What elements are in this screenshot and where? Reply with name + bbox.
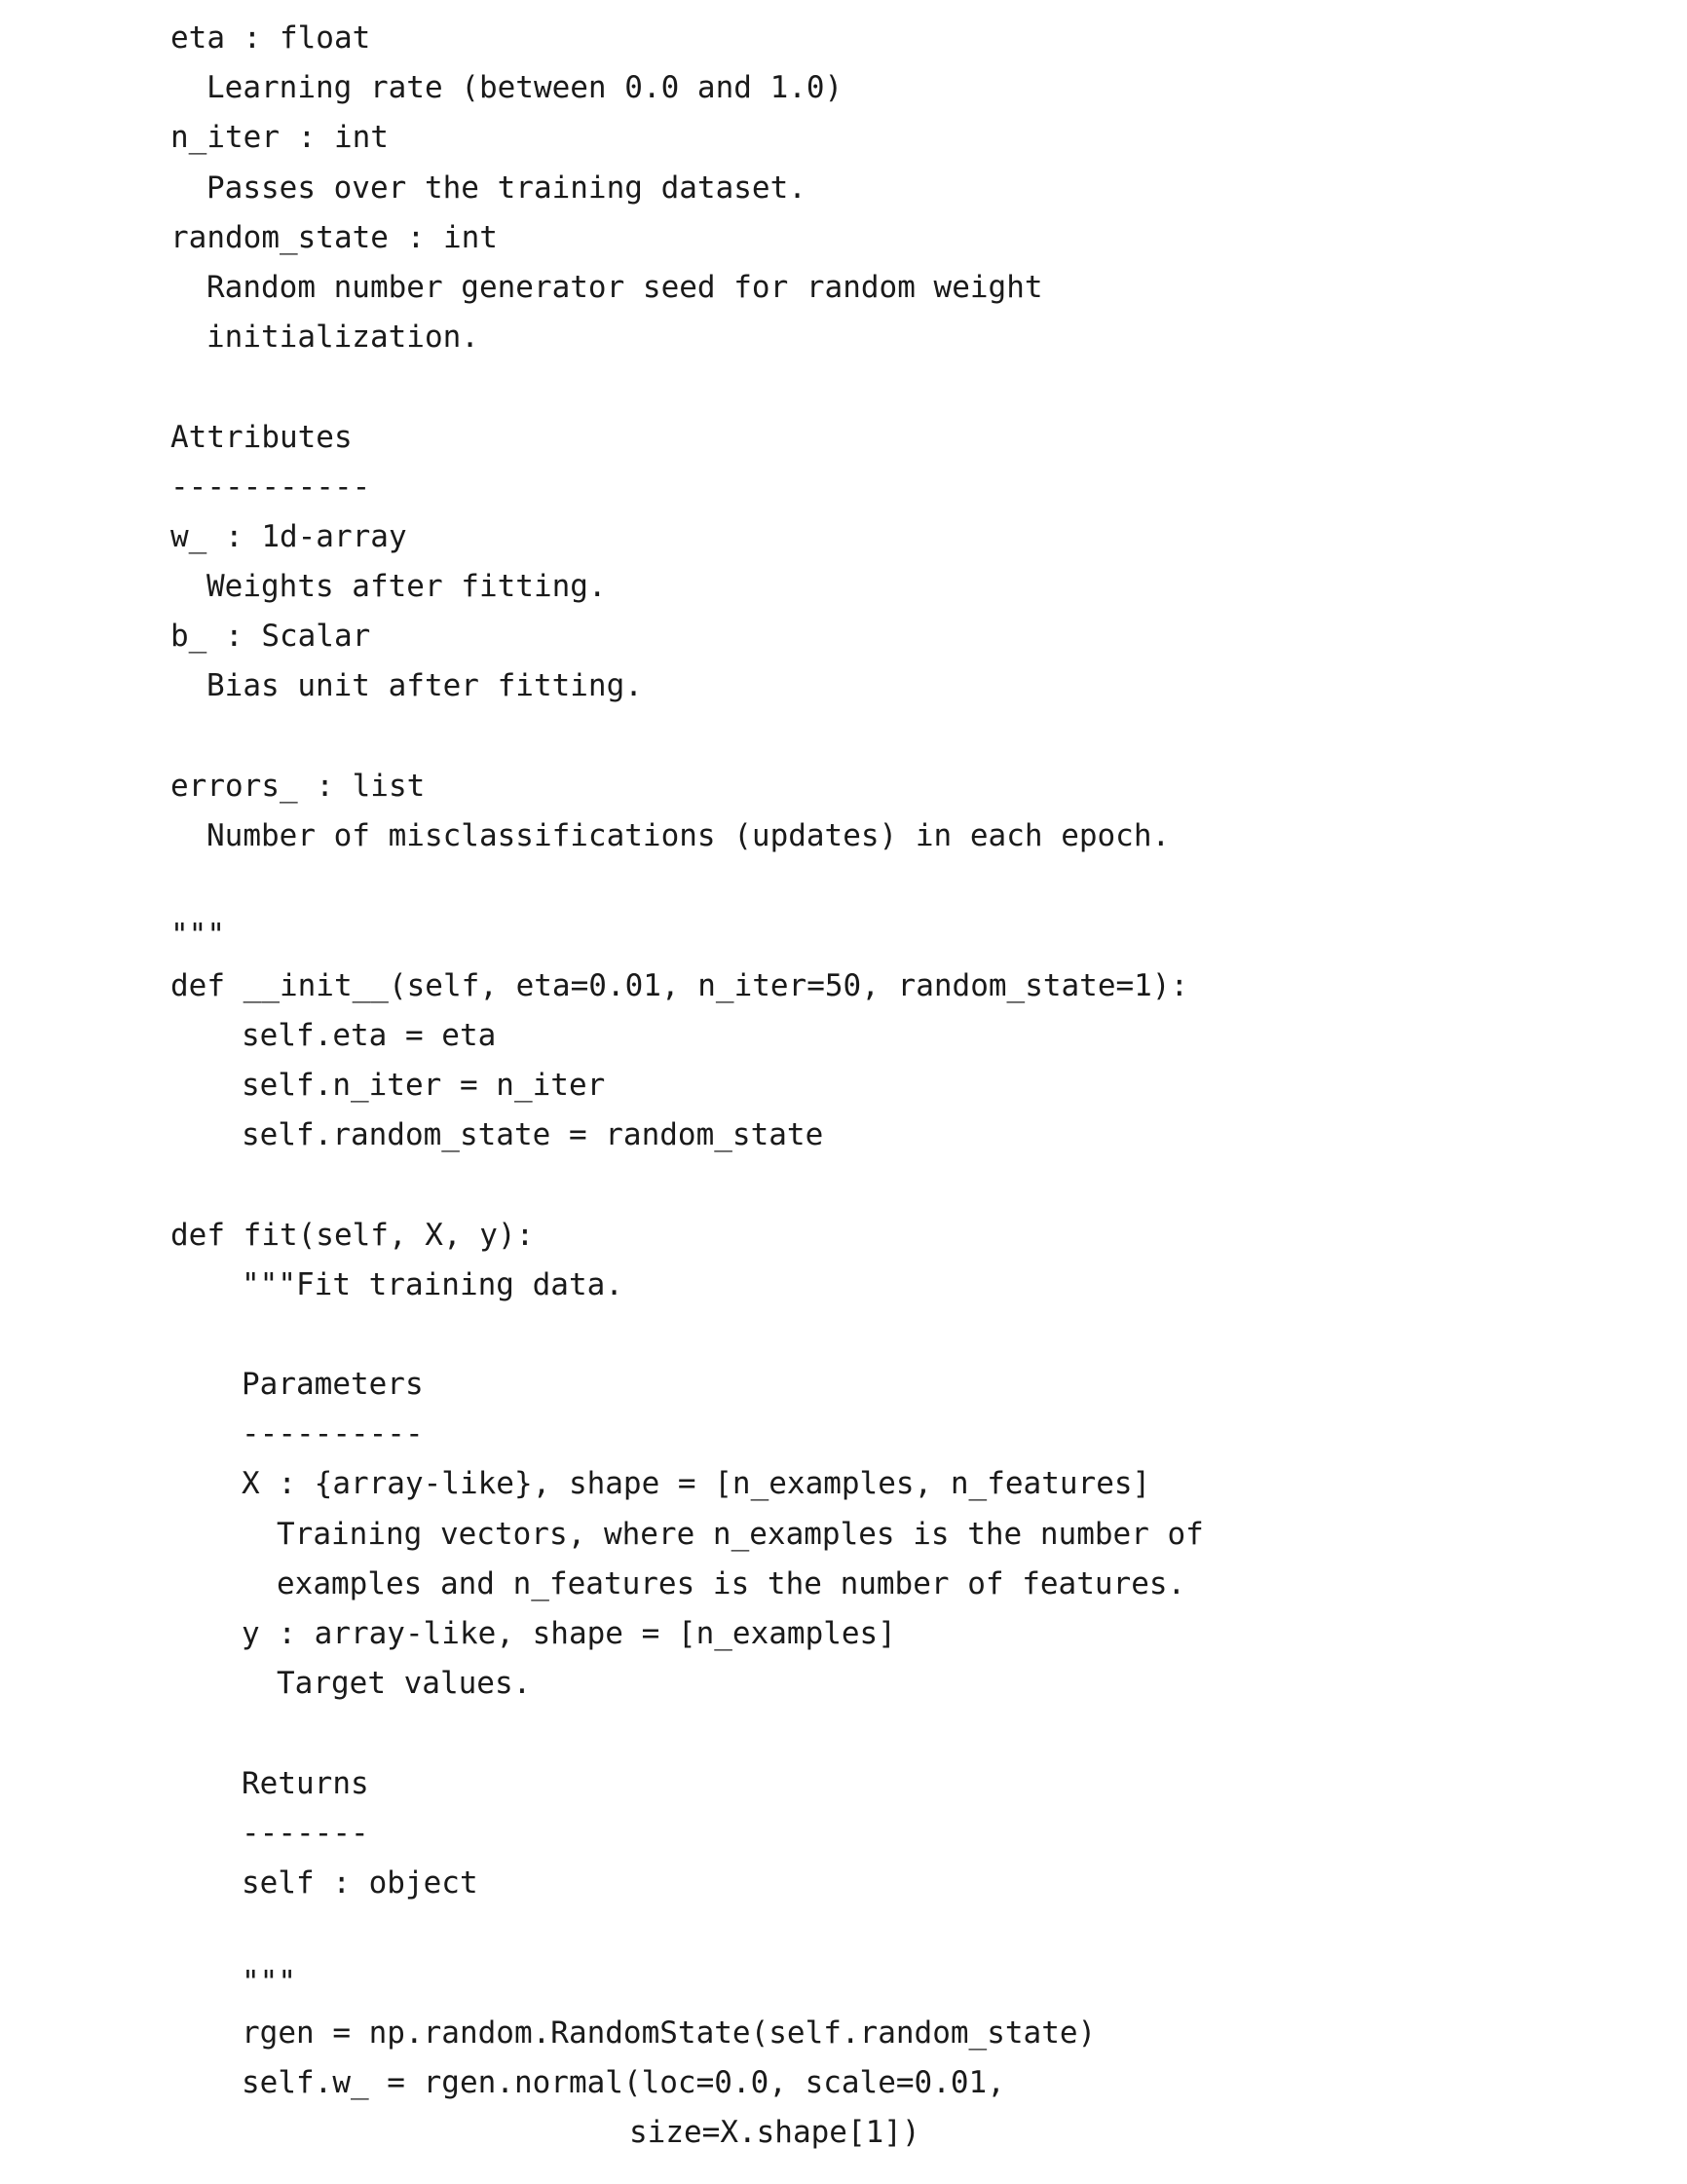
code-line: Training vectors, where n_examples is the number of (277, 1516, 1204, 1552)
code-line: def __init__(self, eta=0.01, n_iter=50, random_state=1): (170, 967, 1189, 1003)
code-line: random_state : int (170, 219, 498, 255)
code-line: Returns (242, 1765, 369, 1801)
code-line: self.n_iter = n_iter (242, 1067, 606, 1103)
code-line: w_ : 1d-array (170, 518, 407, 554)
blank-line (0, 1908, 1687, 1958)
code-line: rgen = np.random.RandomState(self.random_state) (242, 2015, 1097, 2051)
code-line: ----------- (170, 469, 371, 505)
code-line: ---------- (242, 1416, 424, 1452)
blank-line (0, 861, 1687, 911)
code-line: self : object (242, 1864, 478, 1901)
code-line: Attributes (170, 419, 353, 455)
code-line: Number of misclassifications (updates) in each epoch. (206, 818, 1171, 853)
blank-line (0, 362, 1687, 412)
code-listing (0, 14, 1687, 2158)
code-line: Parameters (242, 1367, 424, 1403)
blank-line (0, 1160, 1687, 1210)
code-line: Target values. (277, 1666, 532, 1702)
code-line: """Fit training data. (242, 1266, 623, 1302)
blank-line (0, 1709, 1687, 1758)
code-line: """ (170, 918, 225, 954)
code-line: Learning rate (between 0.0 and 1.0) (206, 70, 844, 106)
blank-line (0, 1310, 1687, 1360)
code-line: initialization. (206, 320, 479, 356)
code-line: X : {array-like}, shape = [n_examples, n_features] (242, 1466, 1151, 1502)
code-line: self.eta = eta (242, 1017, 497, 1053)
code-line: """ (242, 1965, 296, 2001)
code-line: Passes over the training dataset. (206, 169, 806, 206)
code-line: Weights after fitting. (206, 569, 607, 605)
code-line: self.random_state = random_state (242, 1117, 824, 1153)
blank-line (0, 712, 1687, 762)
code-line: ------- (242, 1815, 369, 1851)
code-line: n_iter : int (170, 120, 389, 156)
code-line: self.w_ = rgen.normal(loc=0.0, scale=0.01, (242, 2064, 1005, 2100)
code-line: Random number generator seed for random weight (206, 269, 1043, 305)
code-line: errors_ : list (170, 768, 426, 804)
code-line: size=X.shape[1]) (629, 2114, 920, 2150)
code-line: examples and n_features is the number of features. (277, 1565, 1186, 1601)
code-line: def fit(self, X, y): (170, 1217, 535, 1253)
code-line: Bias unit after fitting. (206, 668, 643, 704)
code-line: eta : float (170, 20, 371, 56)
code-line: b_ : Scalar (170, 619, 371, 655)
code-line: y : array-like, shape = [n_examples] (242, 1616, 896, 1651)
